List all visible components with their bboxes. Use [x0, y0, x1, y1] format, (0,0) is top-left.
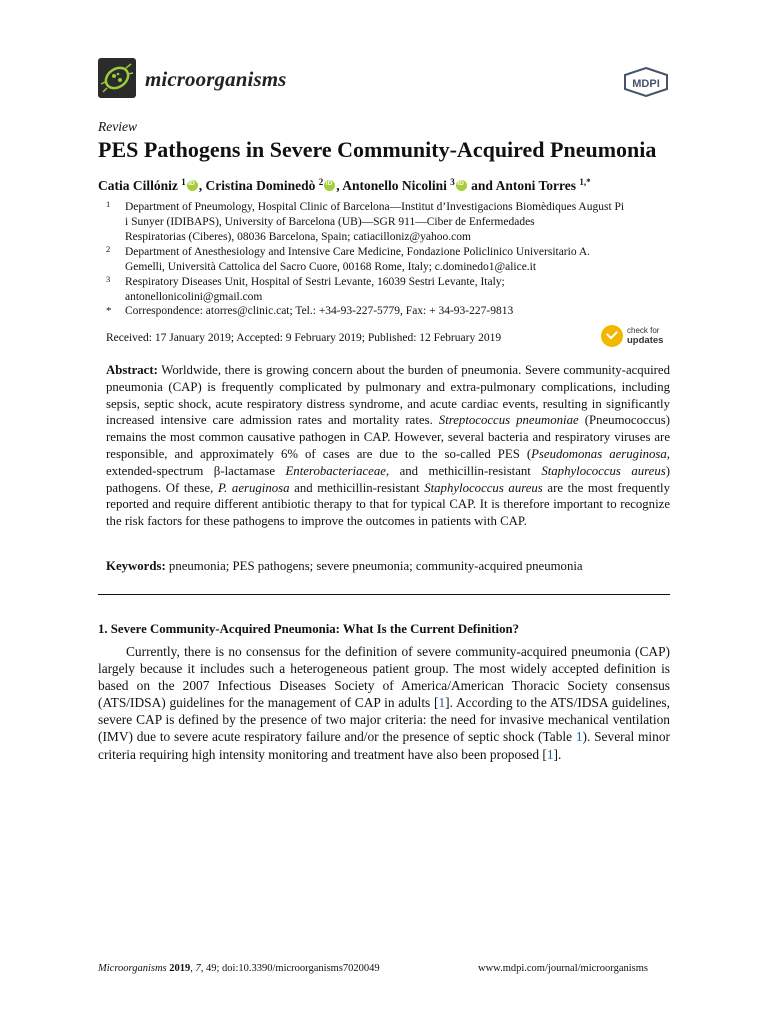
mdpi-logo: [623, 67, 669, 97]
abstract-text: Worldwide, there is growing concern about the burden of pneumonia. Severe community-acquired pneumonia (CAP) is frequently complicated by pulmonary and extra-pulmonary complications, including sepsis, septic shock, acute respiratory distress syndrome, and acute cardiac events, resulting in significantly increased intensive care admission rates and mortality rates.: [106, 363, 670, 428]
abstract-text: and methicillin-resistant: [289, 480, 425, 495]
affiliation-number: 1: [106, 199, 111, 209]
correspondence-line: Correspondence: atorres@clinic.cat; Tel.: +34-93-227-5779, Fax: + 34-93-227-9813: [125, 305, 514, 317]
abstract-text: ) pathogens. Of these,: [106, 463, 670, 495]
species-name: P. aeruginosa: [217, 480, 290, 495]
species-name: Streptococcus pneumoniae: [438, 413, 579, 428]
footer-citation: Microorganisms 2019, 7, 49; doi:10.3390/microorganisms7020049: [98, 963, 380, 974]
affiliation-line: Department of Pneumology, Hospital Clinic of Barcelona—Institut d’Investigacions Biomèdiques August Pi: [125, 201, 625, 213]
abstract: [106, 362, 670, 530]
body-text: Currently, there is no consensus for the definition of severe community-acquired pneumonia (CAP) largely because it includes such a heterogeneous patient group. The most widely accepted definition is based on the 2007 Infectious Diseases Society of America/American Thoracic Society consensus (ATS/IDSA) guidelines for the management of CAP in adults [: [98, 644, 670, 711]
species-name: Pseudomonas aeruginosa: [531, 446, 667, 461]
body-paragraph: [98, 643, 670, 763]
body-text: ].: [553, 746, 562, 762]
author-name: Antoni Torres: [495, 178, 576, 193]
affiliation-line: antonellonicolini@gmail.com: [125, 290, 263, 303]
keywords: [106, 558, 670, 575]
abstract-text: , and methicillin-resistant: [385, 463, 542, 478]
affiliation-number: 2: [106, 244, 111, 254]
author-name: Catia Cillóniz: [98, 178, 178, 193]
publication-dates: Received: 17 January 2019; Accepted: 9 February 2019; Published: 12 February 2019: [106, 332, 502, 344]
citation-link[interactable]: 1: [546, 746, 554, 762]
affiliation-line: Gemelli, Università Cattolica del Sacro Cuore, 00168 Rome, Italy; c.dominedo1@alice.it: [125, 260, 537, 273]
check-for-updates-badge[interactable]: [601, 325, 673, 351]
author-affil-sup: 1: [181, 177, 186, 187]
affiliation-line: Department of Anesthesiology and Intensive Care Medicine, Fondazione Policlinico Universitario A.: [125, 246, 591, 258]
author-affil-sup: 2: [318, 177, 324, 187]
affiliation-line: i Sunyer (IDIBAPS), University of Barcelona (UB)—SGR 911—Ciber de Enfermedades: [125, 215, 535, 228]
affiliation-line: Respiratorias (Ciberes), 08036 Barcelona, Spain; catiacilloniz@yahoo.com: [125, 230, 471, 243]
body-text: ). Several minor criteria requiring high intensity monitoring and treatment have also been proposed [: [98, 729, 671, 762]
author-separator: ,: [336, 178, 343, 193]
abstract-text: (Pneumococcus) remains the most common causative pathogen in CAP. However, several bacteria and respiratory viruses are responsible, and approximately 6% of cases are due to the so-called PES (: [106, 413, 670, 461]
check-updates-line1: check for: [627, 326, 660, 335]
footer-url[interactable]: www.mdpi.com/journal/microorganisms: [478, 963, 649, 974]
author-separator: and: [467, 178, 496, 193]
keywords-text: pneumonia; PES pathogens; severe pneumonia; community-acquired pneumonia: [165, 559, 583, 573]
publisher-logo-text: MDPI: [632, 78, 660, 90]
species-name: Staphylococcus aureus: [541, 463, 666, 478]
footer-journal: Microorganisms: [98, 963, 167, 974]
section-heading: 1. Severe Community-Acquired Pneumonia: What Is the Current Definition?: [98, 622, 519, 636]
article-title: PES Pathogens in Severe Community-Acquired Pneumonia: [98, 137, 657, 162]
affiliation-line: Respiratory Diseases Unit, Hospital of Sestri Levante, 16039 Sestri Levante, Italy;: [125, 276, 505, 288]
footer-volume: 7: [195, 963, 201, 974]
bacterium-icon: [98, 58, 136, 98]
journal-name: microorganisms: [145, 67, 287, 91]
species-name: Staphylococcus aureus: [424, 480, 543, 495]
section-divider: [98, 594, 670, 595]
article-type: Review: [98, 119, 137, 134]
table-link[interactable]: 1: [575, 729, 583, 745]
orcid-icon[interactable]: [324, 180, 335, 191]
abstract-label: Abstract:: [106, 363, 158, 377]
author-separator: ,: [198, 178, 206, 193]
species-name: Enterobacteriaceae: [285, 463, 386, 478]
footer-doi: , 49; doi:10.3390/microorganisms7020049: [200, 963, 380, 974]
author-affil-sup: 1,*: [579, 177, 591, 187]
affiliation-number: 3: [106, 274, 111, 284]
author-affil-sup: 3: [450, 177, 455, 187]
affiliation-number: *: [106, 305, 112, 317]
author-name: Cristina Dominedò: [205, 178, 316, 193]
author-list: [98, 177, 591, 194]
abstract-text: are the most frequently reported and require different antibiotic therapy to that for typical CAP. It is therefore important to recognize the risk factors for these pathogens to improve the outcomes in patients with CAP.: [106, 480, 670, 529]
footer-year: 2019: [169, 963, 191, 974]
author-name: Antonello Nicolini: [342, 178, 447, 193]
keywords-label: Keywords:: [106, 559, 166, 573]
orcid-icon[interactable]: [187, 180, 198, 191]
citation-link[interactable]: 1: [438, 695, 446, 711]
check-updates-line2: updates: [627, 335, 664, 346]
abstract-text: , extended-spectrum β-lactamase: [106, 446, 670, 478]
orcid-icon[interactable]: [456, 180, 467, 191]
body-text: ]. According to the ATS/IDSA guidelines, severe CAP is defined by the presence of two major criteria: the need for invasive mechanical ventilation (IMV) due to severe acute respiratory failure and/or the presence of septic shock (Table: [98, 695, 670, 745]
